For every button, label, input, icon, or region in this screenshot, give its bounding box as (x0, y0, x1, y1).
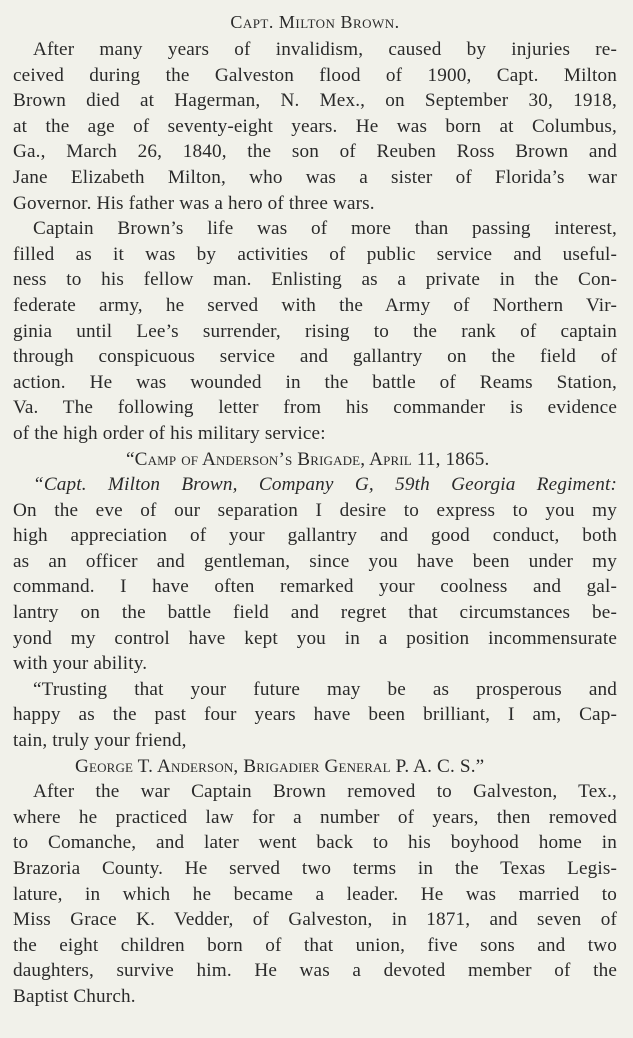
text-line: lantry on the battle field and regret that circumstances be- (13, 602, 617, 624)
article (13, 9, 617, 1010)
letter-salutation: “Capt. Milton Brown, Company G, 59th Georgia Regiment: (33, 474, 617, 496)
text-line: at the age of seventy-eight years. He was born at Columbus, (13, 115, 617, 137)
text-line: ness to his fellow man. Enlisting as a private in the Con- (13, 269, 617, 291)
text-line: lature, in which he became a leader. He was married to (13, 883, 617, 905)
text-line: Brazoria County. He served two terms in the Texas Legis- (13, 858, 617, 879)
paragraph-3 (13, 779, 617, 1009)
text-line: with your ability. (13, 653, 148, 675)
text-line: After the war Captain Brown removed to Galveston, Tex., (33, 781, 617, 803)
text-line: Captain Brown’s life was of more than passing interest, (33, 218, 617, 240)
text-line: Governor. His father was a hero of three wars. (13, 192, 375, 214)
text-line: happy as the past four years have been brilliant, I am, Cap- (13, 704, 617, 726)
text-line: federate army, he served with the Army of Northern Vir- (13, 294, 617, 316)
paragraph-1 (13, 37, 617, 216)
text-line: Baptist Church. (13, 985, 136, 1007)
text-line: After many years of invalidism, caused by injuries re- (33, 39, 617, 60)
text-line: Brown died at Hagerman, N. Mex., on September 30, 1918, (13, 90, 617, 112)
text-line: the eight children born of that union, five sons and two (13, 934, 617, 956)
letter (13, 447, 617, 780)
article-title: Capt. Milton Brown. (230, 12, 400, 32)
text-line: Miss Grace K. Vedder, of Galveston, in 1871, and seven of (13, 909, 617, 931)
text-line: daughters, survive him. He was a devoted member of the (13, 960, 617, 982)
text-line: to Comanche, and later went back to his boyhood home in (13, 832, 617, 854)
text-line: through conspicuous service and gallantry on the field of (13, 346, 617, 368)
text-line: high appreciation of your gallantry and good conduct, both (13, 525, 617, 547)
text-line: Jane Elizabeth Milton, who was a sister of Florida’s war (13, 166, 617, 188)
letter-signature: George T. Anderson, Brigadier General P. A. C. S.” (75, 755, 485, 777)
text-line: ginia until Lee’s surrender, rising to the rank of captain (13, 320, 617, 342)
text-line: On the eve of our separation I desire to express to you my (13, 499, 617, 521)
text-line: Ga., March 26, 1840, the son of Reuben Ross Brown and (13, 141, 617, 163)
text-line: ceived during the Galveston flood of 1900, Capt. Milton (13, 64, 617, 86)
text-line: action. He was wounded in the battle of Reams Station, (13, 371, 617, 393)
text-line: as an officer and gentleman, since you have been under my (13, 550, 617, 572)
text-line: where he practiced law for a number of years, then removed (13, 806, 617, 828)
text-line: yond my control have kept you in a position incommensurate (13, 627, 617, 649)
text-line: Va. The following letter from his commander is evidence (13, 397, 617, 419)
text-line: filled as it was by activities of public service and useful- (13, 243, 617, 265)
text-line: tain, truly your friend, (13, 730, 187, 752)
text-line: command. I have often remarked your coolness and gal- (13, 576, 617, 598)
text-line: of the high order of his military service: (13, 422, 326, 444)
text-line: “Trusting that your future may be as prosperous and (33, 678, 617, 700)
paragraph-2 (13, 216, 617, 446)
letter-heading: “Camp of Anderson’s Brigade, April 11, 1865. (126, 448, 490, 470)
